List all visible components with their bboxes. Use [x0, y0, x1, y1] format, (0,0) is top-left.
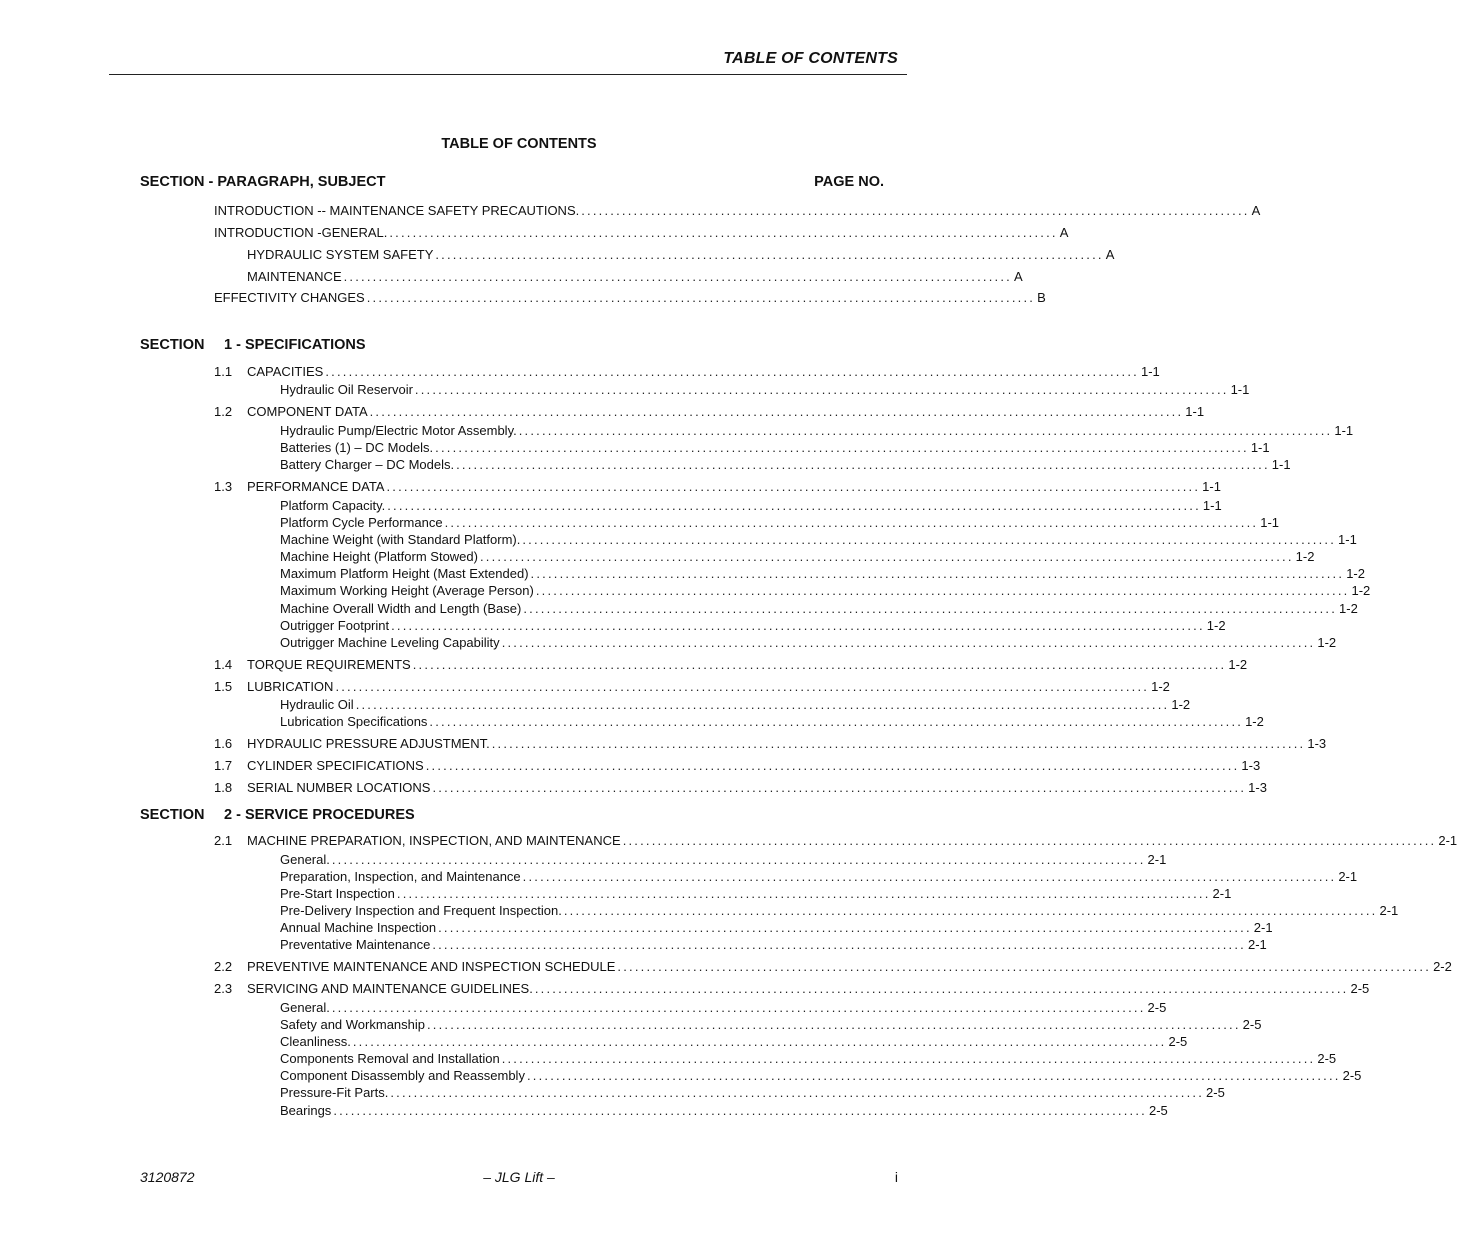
column-heading-left: SECTION - PARAGRAPH, SUBJECT [140, 174, 386, 190]
toc-entry-number: 1.1 [214, 364, 233, 379]
footer-doc-number: 3120872 [140, 1169, 195, 1185]
toc-entry-page: 1-3 [1241, 758, 1261, 773]
leader-dots: ............................................................................................................................................ [335, 679, 1150, 694]
toc-entry[interactable] [280, 886, 1232, 902]
toc-entry-page: 2-5 [1168, 1034, 1188, 1049]
toc-entry-page: 1-2 [1351, 583, 1371, 598]
toc-entry-page: 1-1 [1338, 532, 1357, 547]
leader-dots: ............................................................................................................................................ [518, 423, 1333, 438]
leader-dots: ............................................................................................................................................ [491, 736, 1306, 751]
page-header-title: TABLE OF CONTENTS [723, 50, 898, 67]
leader-dots: ............................................................................................................................................ [331, 1000, 1146, 1015]
toc-entry[interactable] [214, 364, 1160, 380]
toc-entry[interactable] [280, 601, 1358, 617]
leader-dots: ................................................................................................................... [343, 269, 1012, 284]
toc-entry-page: A [1059, 225, 1069, 240]
leader-dots: ............................................................................................................................................ [456, 457, 1270, 472]
toc-entry-label: HYDRAULIC SYSTEM SAFETY [247, 247, 434, 262]
toc-entry-label: Components Removal and Installation [280, 1051, 500, 1066]
toc-entry-page: 1-1 [1141, 364, 1160, 379]
toc-entry[interactable] [280, 635, 1337, 651]
leader-dots: ............................................................................................................................................ [530, 566, 1345, 581]
footer-center-text: – JLG Lift – [483, 1169, 555, 1185]
toc-entry-page: 2-1 [1147, 852, 1167, 867]
section-heading-label: SECTION [140, 807, 205, 823]
toc-entry-label: MAINTENANCE [247, 269, 342, 284]
leader-dots: ............................................................................................................................................ [432, 780, 1247, 795]
leader-dots: ............................................................................................................................................ [355, 697, 1170, 712]
leader-dots: ............................................................................................................................................ [396, 886, 1211, 901]
toc-entry-page: 2-5 [1342, 1068, 1362, 1083]
toc-entry[interactable] [247, 269, 1023, 285]
toc-entry-number: 1.4 [214, 657, 233, 672]
toc-entry[interactable] [214, 833, 1457, 849]
leader-dots: ................................................................................................................... [366, 290, 1036, 305]
leader-dots: ............................................................................................................................................ [429, 714, 1244, 729]
leader-dots: ............................................................................................................................................ [412, 657, 1227, 672]
toc-entry-label: Maximum Platform Height (Mast Extended) [280, 566, 529, 581]
toc-entry-page: 1-2 [1339, 601, 1358, 616]
toc-entry[interactable] [280, 937, 1267, 953]
toc-entry-page: A [1105, 247, 1115, 262]
toc-entry-page: 1-1 [1271, 457, 1291, 472]
toc-entry-label: TORQUE REQUIREMENTS [247, 657, 411, 672]
toc-entry[interactable] [280, 1017, 1262, 1033]
leader-dots: ............................................................................................................................................ [522, 869, 1337, 884]
toc-entry-page: 2-1 [1247, 937, 1267, 952]
toc-entry-page: 1-2 [1317, 635, 1337, 650]
toc-entry-label: EFFECTIVITY CHANGES [214, 290, 365, 305]
toc-entry[interactable] [280, 532, 1357, 548]
toc-entry-label: MACHINE PREPARATION, INSPECTION, AND MAINTENANCE [247, 833, 621, 848]
toc-entry-page: 1-2 [1151, 679, 1170, 694]
toc-entry-label: CYLINDER SPECIFICATIONS [247, 758, 424, 773]
toc-entry-label: Pressure-Fit Parts. [280, 1085, 389, 1100]
toc-entry-label: Hydraulic Oil [280, 697, 354, 712]
toc-entry-page: A [1251, 203, 1261, 218]
toc-entry-label: Batteries (1) – DC Models. [280, 440, 434, 455]
toc-entry[interactable] [280, 440, 1270, 456]
toc-entry-label: Outrigger Footprint [280, 618, 390, 633]
toc-entry[interactable] [214, 290, 1046, 306]
toc-entry-number: 1.5 [214, 679, 233, 694]
leader-dots: ............................................................................................................................................ [438, 920, 1252, 935]
leader-dots: ............................................................................................................................................ [432, 937, 1246, 952]
toc-entry[interactable] [214, 404, 1205, 420]
toc-entry-label: General. [280, 1000, 330, 1015]
leader-dots: ............................................................................................................................................ [563, 903, 1378, 918]
toc-entry-page: 2-5 [1206, 1085, 1225, 1100]
leader-dots: ............................................................................................................................................ [479, 549, 1294, 564]
toc-entry-page: 1-2 [1245, 714, 1264, 729]
toc-entry[interactable] [280, 1000, 1167, 1016]
toc-entry-label: Component Disassembly and Reassembly [280, 1068, 525, 1083]
toc-entry-label: LUBRICATION [247, 679, 334, 694]
toc-entry-page: 2-2 [1433, 959, 1452, 974]
toc-entry-label: CAPACITIES [247, 364, 324, 379]
leader-dots: ............................................................................................................................................ [387, 498, 1201, 513]
toc-entry-label: Machine Weight (with Standard Platform). [280, 532, 521, 547]
toc-entry-label: Maximum Working Height (Average Person) [280, 583, 534, 598]
toc-entry[interactable] [280, 852, 1167, 868]
toc-entry-page: 1-3 [1307, 736, 1327, 751]
toc-entry[interactable] [280, 457, 1291, 473]
toc-entry-label: PREVENTIVE MAINTENANCE AND INSPECTION SCHEDULE [247, 959, 616, 974]
toc-entry-label: Bearings [280, 1103, 332, 1118]
toc-entry-page: 1-3 [1248, 780, 1267, 795]
toc-entry-page: 2-5 [1350, 981, 1370, 996]
section-heading-1 [140, 337, 366, 353]
toc-entry[interactable] [247, 247, 1115, 263]
toc-entry-page: 2-1 [1438, 833, 1457, 848]
toc-entry[interactable] [214, 203, 1261, 219]
header-rule [109, 74, 907, 75]
toc-entry-label: Battery Charger – DC Models. [280, 457, 455, 472]
leader-dots: ................................................................................................................... [581, 203, 1250, 218]
leader-dots: ............................................................................................................................................ [526, 1068, 1341, 1083]
toc-entry-page: 1-2 [1346, 566, 1365, 581]
toc-entry-label: Hydraulic Pump/Electric Motor Assembly. [280, 423, 517, 438]
toc-entry-page: B [1037, 290, 1046, 305]
toc-entry-label: Platform Cycle Performance [280, 515, 443, 530]
toc-entry-page: 1-1 [1250, 440, 1270, 455]
toc-entry-label: SERVICING AND MAINTENANCE GUIDELINES. [247, 981, 533, 996]
toc-entry-label: Platform Capacity. [280, 498, 386, 513]
toc-entry[interactable] [280, 498, 1222, 514]
toc-entry-page: 2-1 [1212, 886, 1232, 901]
leader-dots: ............................................................................................................................................ [534, 981, 1349, 996]
leader-dots: ............................................................................................................................................ [523, 601, 1338, 616]
toc-entry-number: 1.7 [214, 758, 233, 773]
toc-entry[interactable] [280, 1051, 1337, 1067]
toc-entry[interactable] [280, 1034, 1188, 1050]
toc-entry-label: HYDRAULIC PRESSURE ADJUSTMENT. [247, 736, 490, 751]
leader-dots: ............................................................................................................................................ [333, 1103, 1147, 1118]
toc-entry-page: 2-5 [1148, 1103, 1168, 1118]
toc-entry-number: 1.6 [214, 736, 233, 751]
leader-dots: ............................................................................................................................................ [414, 382, 1229, 397]
toc-entry[interactable] [280, 1085, 1225, 1101]
toc-entry-page: 2-1 [1338, 869, 1358, 884]
toc-entry-page: 2-1 [1379, 903, 1399, 918]
toc-entry[interactable] [214, 225, 1069, 241]
leader-dots: ............................................................................................................................................ [325, 364, 1139, 379]
toc-entry-number: 2.1 [214, 833, 233, 848]
toc-entry[interactable] [214, 479, 1221, 495]
toc-entry-label: SERIAL NUMBER LOCATIONS [247, 780, 431, 795]
toc-entry-label: PERFORMANCE DATA [247, 479, 385, 494]
leader-dots: ............................................................................................................................................ [622, 833, 1437, 848]
toc-entry[interactable] [280, 549, 1315, 565]
toc-entry-label: Safety and Workmanship [280, 1017, 425, 1032]
toc-entry[interactable] [280, 583, 1371, 599]
toc-entry-label: INTRODUCTION -- MAINTENANCE SAFETY PRECAUTIONS. [214, 203, 580, 218]
section-heading-2 [140, 807, 415, 823]
toc-entry-label: Preparation, Inspection, and Maintenance [280, 869, 521, 884]
section-heading-label: SECTION [140, 337, 205, 353]
toc-entry-page: 1-2 [1171, 697, 1191, 712]
toc-entry[interactable] [280, 566, 1365, 582]
toc-entry-page: 1-2 [1206, 618, 1226, 633]
leader-dots: ............................................................................................................................................ [369, 404, 1184, 419]
toc-entry[interactable] [214, 657, 1248, 673]
toc-entry-label: Cleanliness. [280, 1034, 351, 1049]
leader-dots: ............................................................................................................................................ [435, 440, 1249, 455]
toc-entry[interactable] [214, 758, 1261, 774]
toc-entry[interactable] [280, 1103, 1168, 1119]
section-heading-title: 1 - SPECIFICATIONS [224, 337, 366, 353]
leader-dots: ............................................................................................................................................ [390, 1085, 1205, 1100]
toc-entry-page: 1-2 [1228, 657, 1248, 672]
toc-entry[interactable] [280, 423, 1354, 439]
toc-entry-label: INTRODUCTION -GENERAL. [214, 225, 388, 240]
toc-entry-number: 2.2 [214, 959, 233, 974]
toc-entry[interactable] [280, 382, 1250, 398]
leader-dots: ................................................................................................................... [435, 247, 1104, 262]
column-heading-right: PAGE NO. [814, 174, 884, 190]
toc-entry[interactable] [214, 959, 1452, 975]
toc-entry-page: 2-1 [1253, 920, 1273, 935]
section-heading-title: 2 - SERVICE PROCEDURES [224, 807, 415, 823]
leader-dots: ............................................................................................................................................ [501, 1051, 1316, 1066]
toc-entry-number: 1.2 [214, 404, 233, 419]
toc-entry-label: Lubrication Specifications [280, 714, 428, 729]
leader-dots: ................................................................................................................... [389, 225, 1058, 240]
toc-entry-label: Outrigger Machine Leveling Capability [280, 635, 500, 650]
leader-dots: ............................................................................................................................................ [617, 959, 1432, 974]
toc-entry-label: Hydraulic Oil Reservoir [280, 382, 413, 397]
toc-entry-label: Pre-Start Inspection [280, 886, 395, 901]
toc-entry-page: 2-5 [1242, 1017, 1262, 1032]
toc-entry-label: Pre-Delivery Inspection and Frequent Inspection. [280, 903, 562, 918]
toc-entry[interactable] [280, 697, 1191, 713]
toc-entry-page: 1-2 [1295, 549, 1315, 564]
document-title: TABLE OF CONTENTS [441, 136, 597, 152]
toc-entry[interactable] [280, 618, 1226, 634]
toc-entry-number: 1.3 [214, 479, 233, 494]
toc-entry[interactable] [280, 903, 1399, 919]
toc-entry[interactable] [214, 736, 1327, 752]
footer-page-number: i [894, 1169, 898, 1185]
leader-dots: ............................................................................................................................................ [331, 852, 1146, 867]
toc-entry-number: 1.8 [214, 780, 233, 795]
toc-entry[interactable] [214, 780, 1267, 796]
toc-entry-label: General. [280, 852, 330, 867]
toc-entry-page: 2-5 [1317, 1051, 1337, 1066]
toc-entry-page: 1-1 [1230, 382, 1250, 397]
leader-dots: ............................................................................................................................................ [444, 515, 1259, 530]
toc-entry-page: 1-1 [1334, 423, 1354, 438]
toc-entry-page: 1-1 [1202, 479, 1221, 494]
toc-entry-label: COMPONENT DATA [247, 404, 368, 419]
leader-dots: ............................................................................................................................................ [425, 758, 1240, 773]
column-headings [140, 174, 884, 190]
toc-entry-page: 2-5 [1147, 1000, 1167, 1015]
leader-dots: ............................................................................................................................................ [501, 635, 1316, 650]
toc-entry-number: 2.3 [214, 981, 233, 996]
toc-entry[interactable] [214, 981, 1370, 997]
leader-dots: ............................................................................................................................................ [535, 583, 1350, 598]
toc-entry[interactable] [280, 869, 1358, 885]
toc-entry-label: Annual Machine Inspection [280, 920, 437, 935]
toc-entry-page: 1-1 [1202, 498, 1222, 513]
toc-entry[interactable] [280, 920, 1273, 936]
leader-dots: ............................................................................................................................................ [391, 618, 1205, 633]
toc-entry-page: 1-1 [1260, 515, 1280, 530]
leader-dots: ............................................................................................................................................ [427, 1017, 1241, 1032]
leader-dots: ............................................................................................................................................ [522, 532, 1337, 547]
leader-dots: ............................................................................................................................................ [386, 479, 1201, 494]
toc-entry[interactable] [280, 1068, 1362, 1084]
toc-entry-label: Preventative Maintenance [280, 937, 431, 952]
toc-entry[interactable] [280, 515, 1280, 531]
toc-entry-page: A [1013, 269, 1023, 284]
toc-entry-label: Machine Height (Platform Stowed) [280, 549, 478, 564]
toc-entry-page: 1-1 [1185, 404, 1205, 419]
leader-dots: ............................................................................................................................................ [352, 1034, 1167, 1049]
toc-entry-label: Machine Overall Width and Length (Base) [280, 601, 522, 616]
toc-entry[interactable] [214, 679, 1170, 695]
toc-entry[interactable] [280, 714, 1264, 730]
